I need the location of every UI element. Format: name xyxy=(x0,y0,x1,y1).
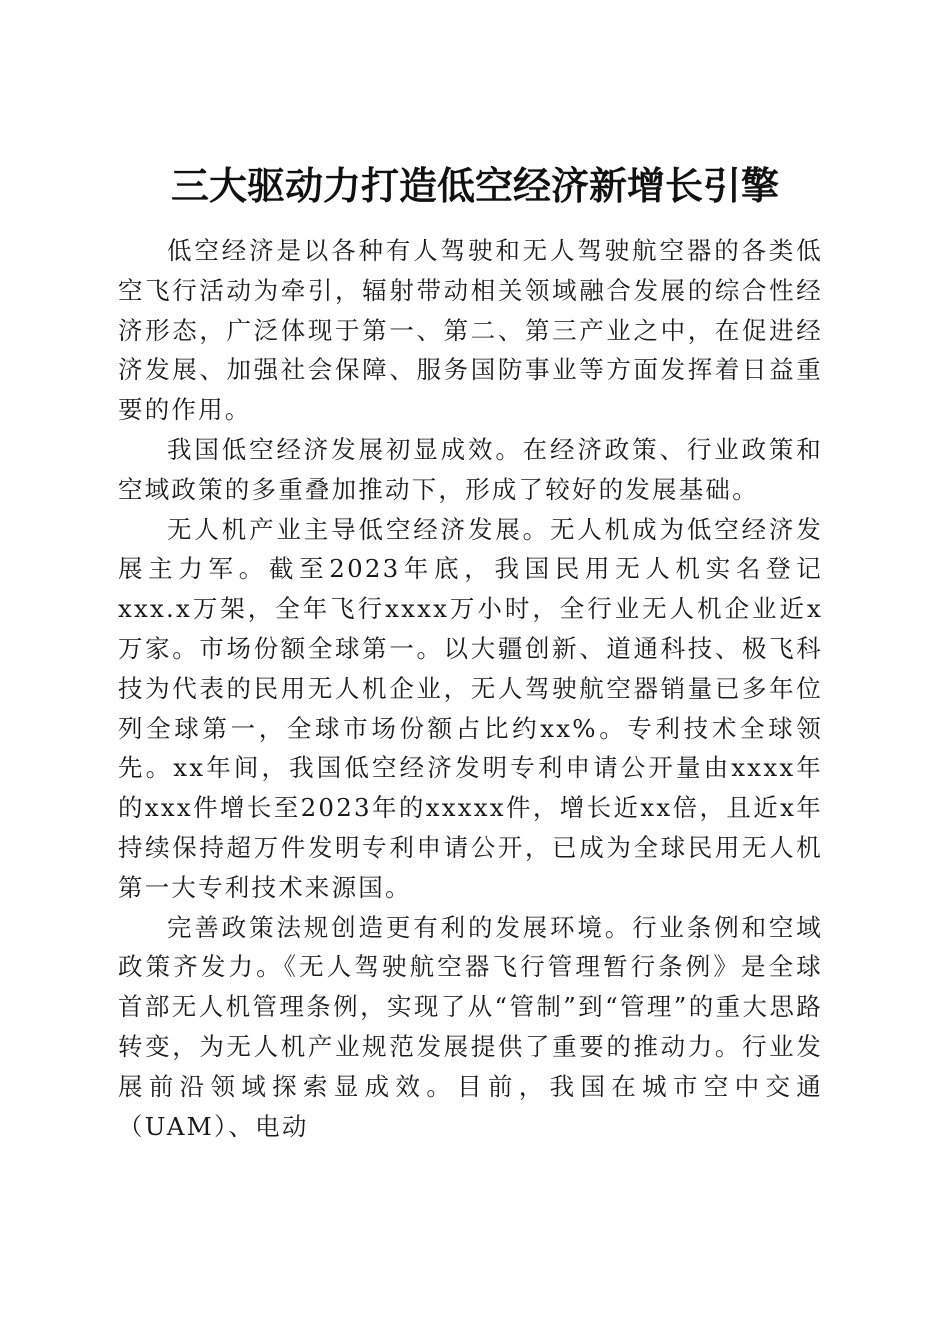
paragraph-policy: 完善政策法规创造更有利的发展环境。行业条例和空域政策齐发力。《无人驾驶航空器飞行管理暂行条例》是全球首部无人机管理条例，实现了从“管制”到“管理”的重大思路转变，为无人机产业规范发展提供了重要的推动力。行业发展前沿领域探索显成效。目前，我国在城市空中交通（UAM）、电动 xyxy=(118,912,823,1141)
paragraph-drone-industry: 无人机产业主导低空经济发展。无人机成为低空经济发展主力军。截至2023年底，我国民用无人机实名登记xxx.x万架，全年飞行xxxx万小时，全行业无人机企业近x万家。市场份额全球第一。以大疆创新、道通科技、极飞科技为代表的民用无人机企业，无人驾驶航空器销量已多年位列全球第一，全球市场份额占比约xx%。专利技术全球领先。xx年间，我国低空经济发明专利申请公开量由xxxx年的xxx件增长至2023年的xxxxx件，增长近xx倍，且近x年持续保持超万件发明专利申请公开，已成为全球民用无人机第一大专利技术来源国。 xyxy=(118,514,823,902)
document-body xyxy=(118,231,823,1146)
paragraph-intro: 低空经济是以各种有人驾驶和无人驾驶航空器的各类低空飞行活动为牵引，辐射带动相关领域融合发展的综合性经济形态，广泛体现于第一、第二、第三产业之中，在促进经济发展、加强社会保障、服务国防事业等方面发挥着日益重要的作用。 xyxy=(118,236,823,425)
document-title: 三大驱动力打造低空经济新增长引擎 xyxy=(170,163,779,209)
paragraph-results: 我国低空经济发展初显成效。在经济政策、行业政策和空域政策的多重叠加推动下，形成了较好的发展基础。 xyxy=(118,434,823,504)
